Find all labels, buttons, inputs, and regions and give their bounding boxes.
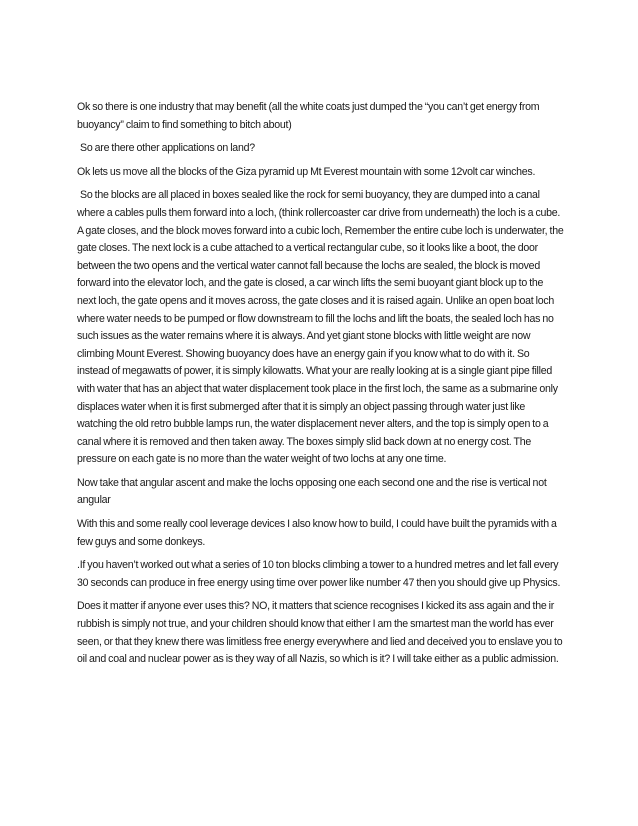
paragraph: So are there other applications on land? [80, 142, 255, 155]
document-body [77, 99, 564, 675]
paragraph: Now take that angular ascent and make the lochs opposing one each second one and the rise is vertical not angular [77, 476, 547, 507]
paragraph: .If you haven’t worked out what a series of 10 ton blocks climbing a tower to a hundred metres and let fall every 30 seconds can produce in free energy using time over power like number 47 then you should give up Physics. [77, 559, 561, 589]
paragraph: So the blocks are all placed in boxes sealed like the rock for semi buoyancy, they are dumped into a canal where a cables pulls them forward into a loch, (think rollercoaster car drive from underneath) the loch is a cube. A gate closes, and the block moves forward into a cubic loch, Remember the entire cube loch is underwater, the gate closes. The next lock is a cube attached to a vertical rectangular cube, so it looks like a boot, the door between the two opens and the vertical water cannot fall because the lochs are sealed, the block is moved forward into the elevator loch, and the gate is closed, a car winch lifts the semi buoyant giant block up to the next loch, the gate opens and it moves across, the gate closes and it is raised again. Unlike an open boat loch where water needs to be pumped or flow downstream to fill the lochs and lift the boats, the sealed loch has no such issues as the water remains where it is always. And yet giant stone blocks with little weight are now climbing Mount Everest. Showing buoyancy does have an energy gain if you know what to do with it. So instead of megawatts of power, it is simply kilowatts. What your are really looking at is a single giant pipe filled with water that has an abject that water displacement took place in the first loch, the same as a submarine only displaces water when it is first submerged after that it is simply an object passing through water just like watching the old retro bubble lamps run, the water displacement never alters, and the top is simply open to a canal where it is removed and then taken away. The boxes simply slid back down at no energy cost. The pressure on each gate is no more than the water weight of two lochs at any one time. [77, 189, 564, 466]
paragraph: With this and some really cool leverage devices I also know how to build, I could have built the pyramids with a few guys and some donkeys. [77, 518, 557, 548]
paragraph: Does it matter if anyone ever uses this? NO, it matters that science recognises I kicked its ass again and the ir rubbish is simply not true, and your children should know that either I am the smartest man the world has ever seen, or that they knew there was limitless free energy everywhere and lied and deceived you to enslave you to oil and coal and nuclear power as is they way of all Nazis, so which is it? I will take either as a public admission. [77, 600, 563, 666]
paragraph: Ok lets us move all the blocks of the Giza pyramid up Mt Everest mountain with some 12volt car winches. [77, 165, 536, 178]
paragraph: Ok so there is one industry that may benefit (all the white coats just dumped the “you can’t get energy from buoyancy” claim to find something to bitch about) [77, 101, 540, 131]
